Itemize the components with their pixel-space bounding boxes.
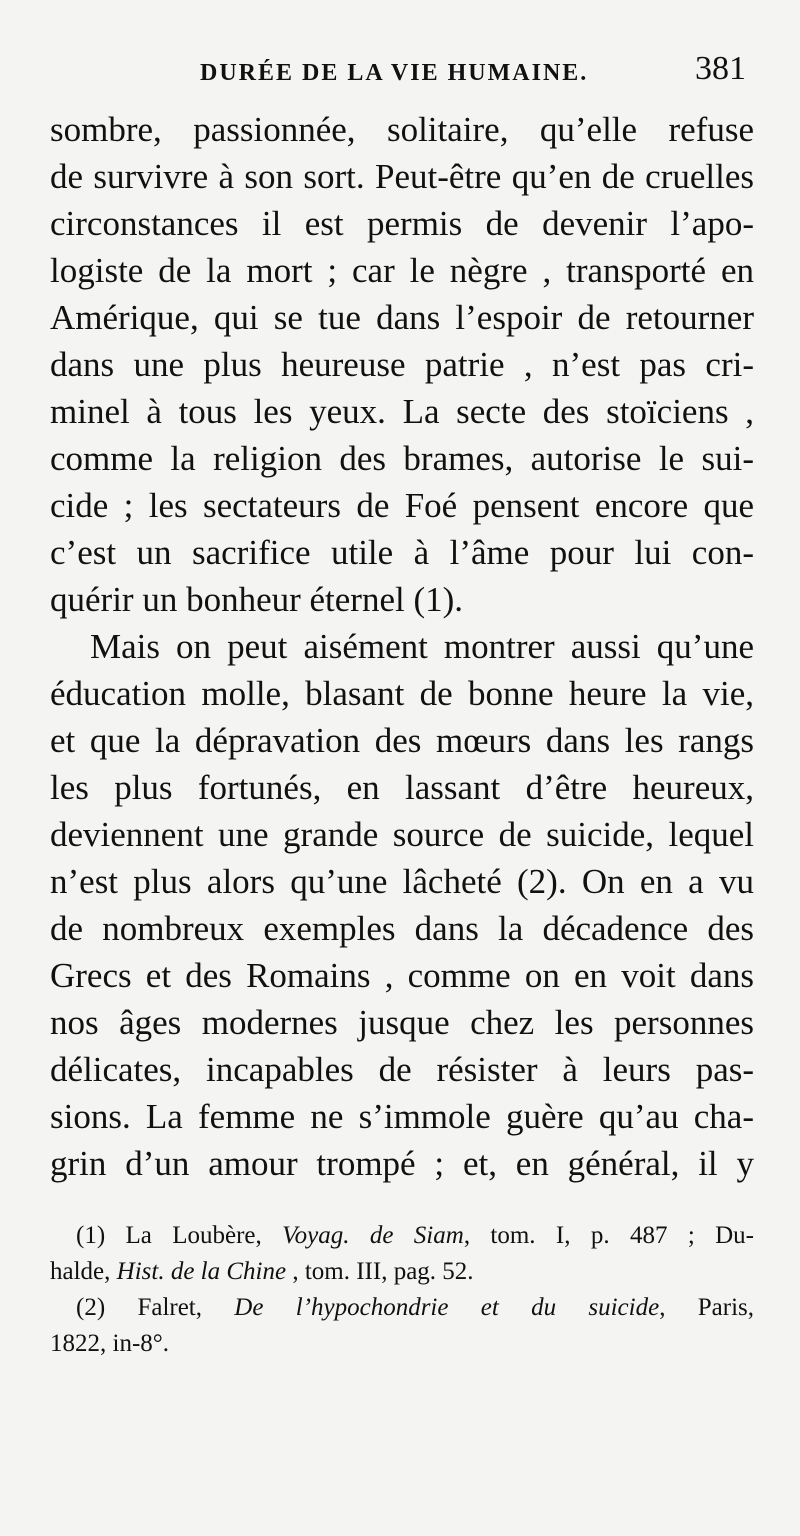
text-line: n’est plus alors qu’une lâcheté (2). On en a vu [50,862,754,901]
footnotes [50,1218,754,1362]
text-line: Mais on peut aisément montrer aussi qu’une [90,627,754,666]
running-title: DURÉE DE LA VIE HUMAINE. [200,60,589,86]
text-line: comme la religion des brames, autorise le sui- [50,439,754,478]
text-line: éducation molle, blasant de bonne heure la vie, [50,674,754,713]
text-line: sombre, passionnée, solitaire, qu’elle refuse [50,110,754,149]
text-line: deviennent une grande source de suicide, lequel [50,815,754,854]
text-line: quérir un bonheur éternel (1). [50,580,464,619]
footnote-1-line-2: halde, Hist. de la Chine , tom. III, pag. 52. [50,1258,474,1285]
text-line: c’est un sacrifice utile à l’âme pour lui con- [50,533,754,572]
page-number: 381 [695,50,746,87]
footnote-1-work-title: Voyag. de Siam [282,1222,464,1249]
text-line: nos âges modernes jusque chez les personnes [50,1003,754,1042]
text-line: les plus fortunés, en lassant d’être heureux, [50,768,754,807]
text-line: minel à tous les yeux. La secte des stoïciens , [50,392,754,431]
text-line: délicates, incapables de résister à leurs pas- [50,1050,754,1089]
text-line: de survivre à son sort. Peut-être qu’en de cruelles [50,157,754,196]
footnote-2-line-1: (2) Falret, De l’hypochondrie et du suicide, Paris, [76,1294,754,1321]
text-line: dans une plus heureuse patrie , n’est pas cri- [50,345,754,384]
footnote-2-line-2: 1822, in-8°. [50,1330,170,1357]
text-line: de nombreux exemples dans la décadence des [50,909,754,948]
text-line: Grecs et des Romains , comme on en voit dans [50,956,754,995]
text-line: grin d’un amour trompé ; et, en général, il y [50,1144,754,1183]
footnote-1-line-1: (1) La Loubère, Voyag. de Siam, tom. I, p. 487 ; Du- [76,1222,755,1249]
footnote-1-work-title-2: Hist. de la Chine [116,1258,287,1285]
text-line: logiste de la mort ; car le nègre , transporté en [50,251,754,290]
text-line: et que la dépravation des mœurs dans les rangs [50,721,754,760]
text-line: circonstances il est permis de devenir l’apo- [50,204,754,243]
body-text [50,106,754,1187]
page-header [50,50,754,100]
footnote-2-work-title: De l’hypochondrie et du suicide [234,1294,660,1321]
text-line: sions. La femme ne s’immole guère qu’au cha- [50,1097,754,1136]
text-line: cide ; les sectateurs de Foé pensent encore que [50,486,754,525]
text-line: Amérique, qui se tue dans l’espoir de retourner [50,298,754,337]
